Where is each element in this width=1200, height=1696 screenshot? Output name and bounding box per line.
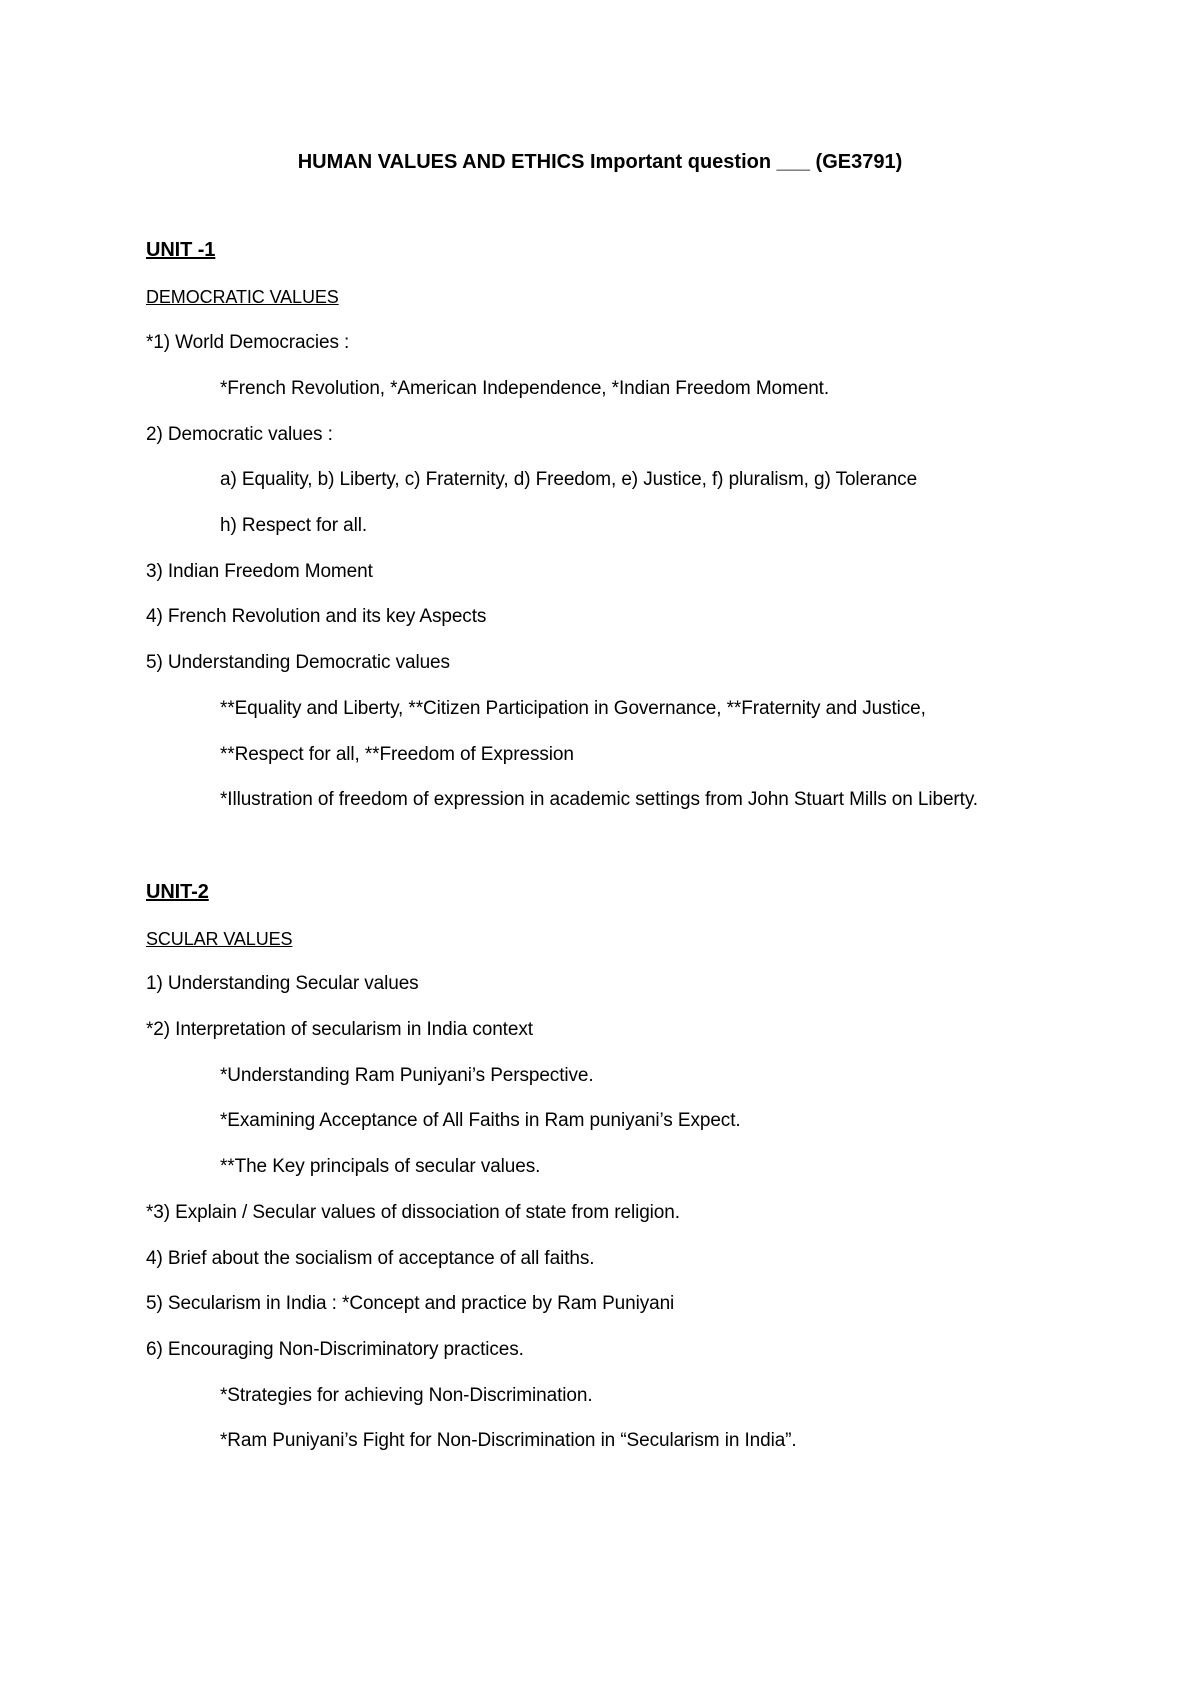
list-item: a) Equality, b) Liberty, c) Fraternity, d) Freedom, e) Justice, f) pluralism, g) Tolerance [220,469,918,490]
list-item: 6) Encouraging Non-Discriminatory practices. [146,1339,524,1360]
list-item: h) Respect for all. [220,515,367,536]
list-item: *French Revolution, *American Independence, *Indian Freedom Moment. [220,378,830,399]
list-item: 4) French Revolution and its key Aspects [146,606,487,627]
list-item: 4) Brief about the socialism of acceptance of all faiths. [146,1248,595,1269]
list-item: *2) Interpretation of secularism in India context [146,1019,533,1040]
list-item: *Understanding Ram Puniyani’s Perspective. [220,1065,594,1086]
list-item: 3) Indian Freedom Moment [146,561,373,582]
list-item: *1) World Democracies : [146,332,350,353]
unit-2-heading: UNIT-2 [146,881,209,903]
list-item: 5) Understanding Democratic values [146,652,450,673]
list-item: *Illustration of freedom of expression in academic settings from John Stuart Mills on Liberty. [220,789,978,810]
list-item: 5) Secularism in India : *Concept and practice by Ram Puniyani [146,1293,675,1314]
unit-1-section-title: DEMOCRATIC VALUES [146,287,339,307]
list-item: **Equality and Liberty, **Citizen Participation in Governance, **Fraternity and Justice, [220,698,926,719]
list-item: *3) Explain / Secular values of dissociation of state from religion. [146,1202,680,1223]
list-item: 1) Understanding Secular values [146,973,419,994]
list-item: *Examining Acceptance of All Faiths in Ram puniyani’s Expect. [220,1110,741,1131]
document-title: HUMAN VALUES AND ETHICS Important question ___ (GE3791) [297,151,903,173]
unit-2-section-title: SCULAR VALUES [146,929,293,949]
list-item: *Ram Puniyani’s Fight for Non-Discrimination in “Secularism in India”. [220,1430,797,1451]
unit-1-heading: UNIT -1 [146,239,216,261]
list-item: **Respect for all, **Freedom of Expression [220,744,574,765]
list-item: **The Key principals of secular values. [220,1156,541,1177]
list-item: *Strategies for achieving Non-Discrimination. [220,1385,593,1406]
list-item: 2) Democratic values : [146,424,333,445]
